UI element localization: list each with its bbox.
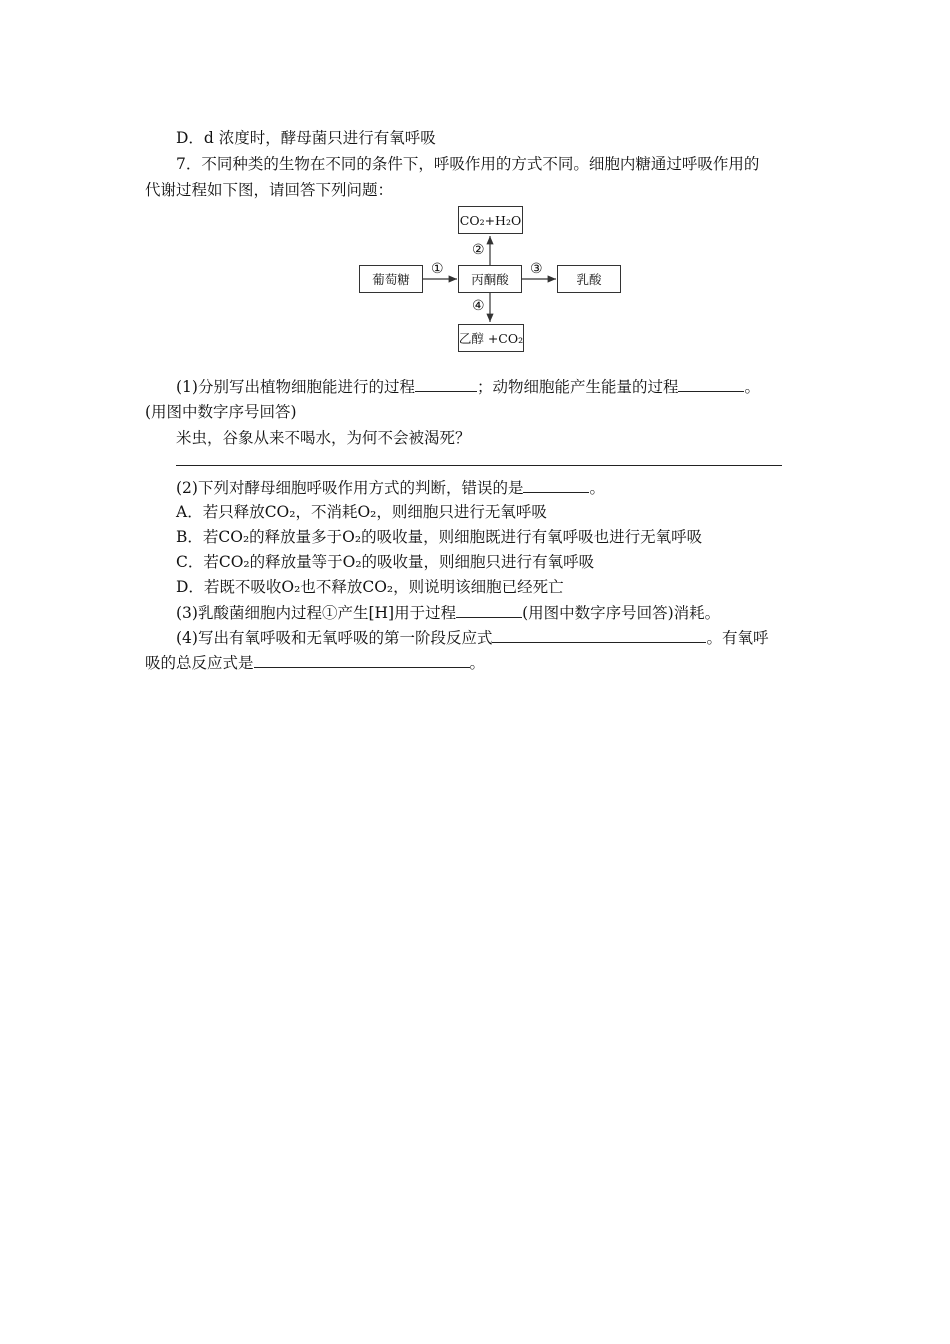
question-7-intro-cont: 代谢过程如下图，请回答下列问题： <box>145 181 394 199</box>
step-1-label: ① <box>431 261 444 277</box>
step-4-label: ④ <box>472 298 485 314</box>
co2-h2o-label: CO₂+H₂O <box>459 212 522 228</box>
question-4-text-b: 。有氧呼 <box>706 629 769 647</box>
glucose-label: 葡萄糖 <box>372 272 410 287</box>
answer-blank[interactable] <box>492 627 706 643</box>
question-4-text-d: 。 <box>469 654 486 672</box>
question-7-intro: 7．不同种类的生物在不同的条件下，呼吸作用的方式不同。细胞内糖通过呼吸作用的 <box>176 155 760 173</box>
option-a: A．若只释放CO₂，不消耗O₂，则细胞只进行无氧呼吸 <box>176 503 547 521</box>
option-c: C．若CO₂的释放量等于O₂的吸收量，则细胞只进行有氧呼吸 <box>176 553 595 571</box>
question-2-end: 。 <box>589 479 605 497</box>
glucose-box <box>359 265 423 293</box>
question-1 <box>176 376 760 397</box>
co2-h2o-box <box>458 206 523 234</box>
step-2-label: ② <box>472 242 485 258</box>
option-b: B．若CO₂的释放量多于O₂的吸收量，则细胞既进行有氧呼吸也进行无氧呼吸 <box>176 528 703 546</box>
ethanol-co2-label: 乙醇 +CO₂ <box>458 331 524 346</box>
question-3-text-b: (用图中数字序号回答)消耗。 <box>522 604 721 622</box>
question-1-text-b: ；动物细胞能产生能量的过程 <box>476 378 679 396</box>
pyruvate-box <box>458 265 522 293</box>
question-4 <box>176 627 768 648</box>
lactate-box <box>557 265 621 293</box>
answer-blank[interactable] <box>523 477 589 493</box>
question-1-note: (用图中数字序号回答) <box>145 403 297 421</box>
question-2 <box>176 477 605 498</box>
answer-blank[interactable] <box>254 652 470 668</box>
ethanol-co2-box <box>458 324 524 352</box>
answer-line[interactable] <box>176 465 782 466</box>
answer-blank[interactable] <box>678 376 744 392</box>
question-3-text-a: (3)乳酸菌细胞内过程①产生[H]用于过程 <box>176 604 457 622</box>
option-d: D．若既不吸收O₂也不释放CO₂，则说明该细胞已经死亡 <box>176 578 564 596</box>
question-4-cont <box>145 652 485 673</box>
question-4-text-a: (4)写出有氧呼吸和无氧呼吸的第一阶段反应式 <box>176 629 493 647</box>
question-1-text-c: 。 <box>744 378 760 396</box>
question-3 <box>176 602 720 623</box>
pyruvate-label: 丙酮酸 <box>471 272 509 287</box>
question-2-text: (2)下列对酵母细胞呼吸作用方式的判断，错误的是 <box>176 479 524 497</box>
lactate-label: 乳酸 <box>576 272 602 287</box>
question-4-text-c: 吸的总反应式是 <box>145 654 254 672</box>
answer-blank[interactable] <box>415 376 477 392</box>
answer-blank[interactable] <box>456 602 522 618</box>
step-3-label: ③ <box>530 261 543 277</box>
question-1-text-a: (1)分别写出植物细胞能进行的过程 <box>176 378 415 396</box>
rice-weevil-question: 米虫，谷象从来不喝水，为何不会被渴死？ <box>176 429 471 447</box>
option-d-previous: D．d 浓度时，酵母菌只进行有氧呼吸 <box>176 129 436 147</box>
